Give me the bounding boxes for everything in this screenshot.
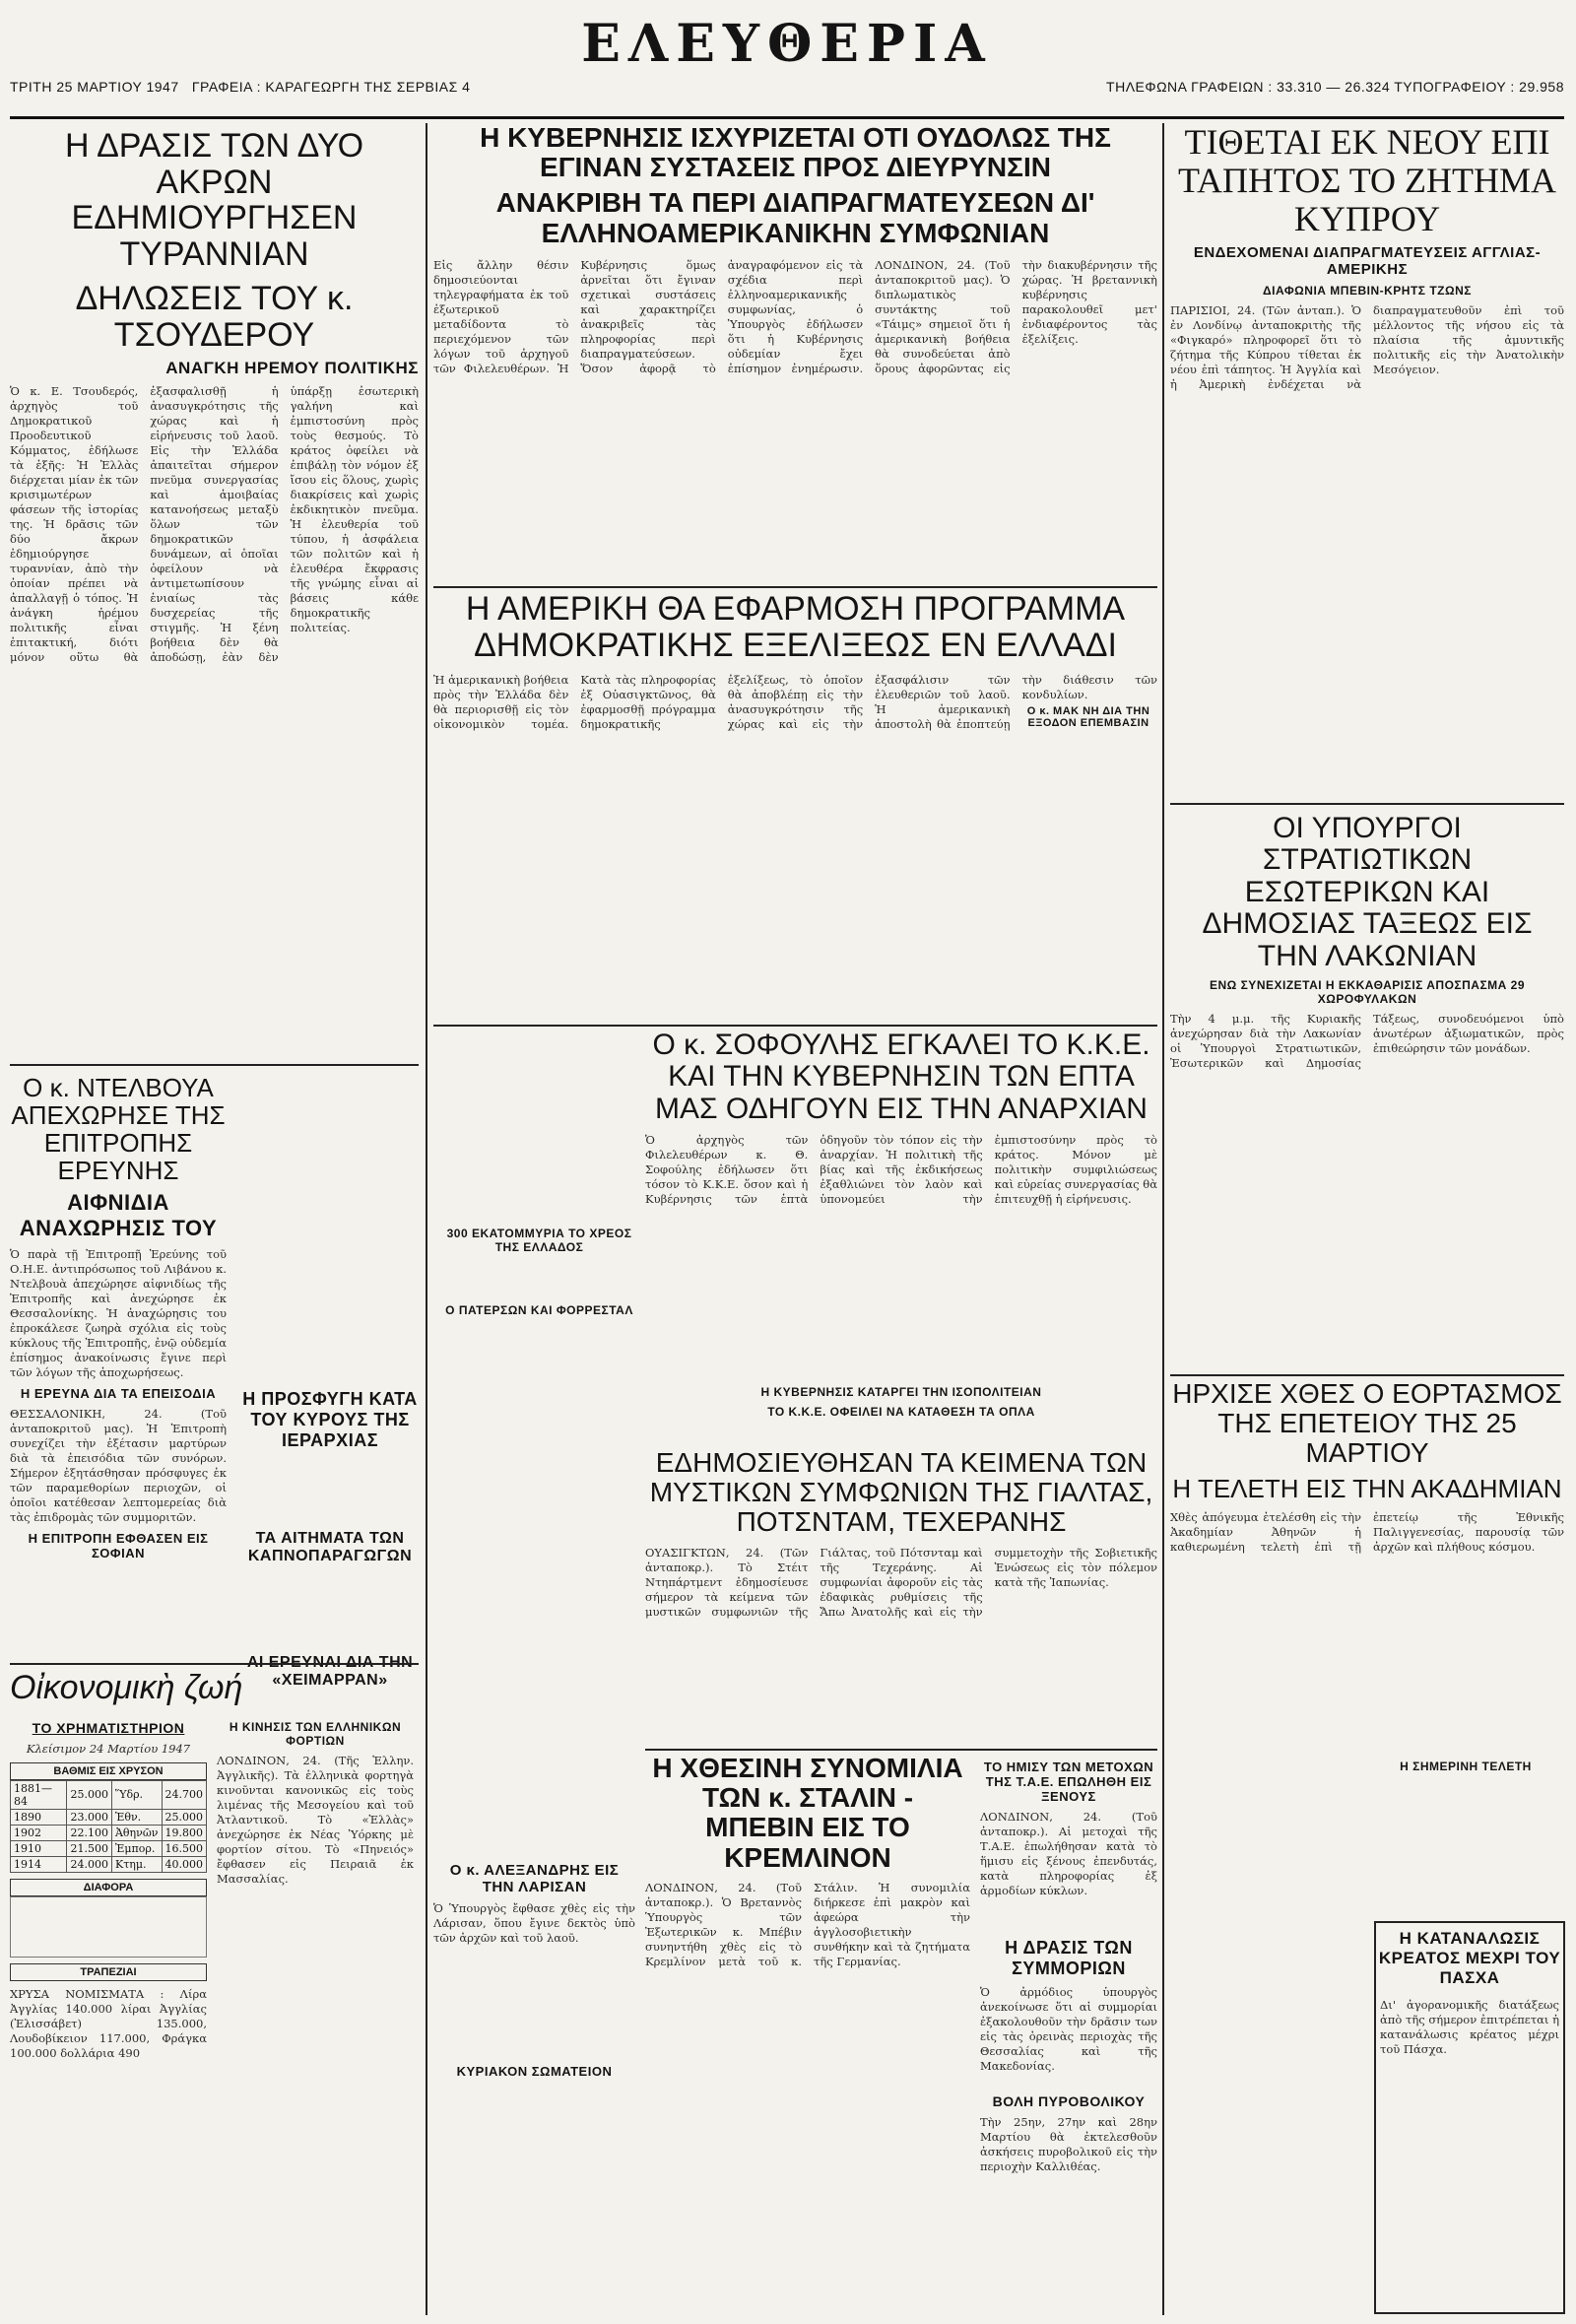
headline: Η ΑΜΕΡΙΚΗ ΘΑ ΕΦΑΡΜΟΣΗ ΠΡΟΓΡΑΜΜΑ ΔΗΜΟΚΡΑΤΙΚΗΣ ΕΞΕΛΙΞΕΩΣ ΕΝ ΕΛΛΑΔΙ [465,590,1126,664]
article-government [433,123,1157,512]
section-rule [1170,1374,1564,1376]
section-title: Οἰκονομικὴ ζωή [10,1669,243,1706]
article-yalta [645,1448,1157,1744]
table-cell: Ἀθηνῶν [111,1825,162,1840]
article-tsouderos [10,128,419,1059]
article-body: Ὁ Ὑπουργὸς ἔφθασε χθὲς εἰς τὴν Λάρισαν, ὅπου ἔγινε δεκτὸς ὑπὸ τῶν ἀρχῶν καὶ τοῦ λαοῦ. [433,1901,635,1945]
masthead [10,8,1564,119]
section-rule [433,586,1157,588]
column-rule [426,123,427,2315]
table-cell: 24.000 [67,1856,112,1872]
gold-coins: ΧΡΥΣΑ ΝΟΜΙΣΜΑΤΑ : Λίρα Ἀγγλίας 140.000 λίραι Ἀγγλίας (Ἐλισσάβετ) 135.000, Λουδοβίκειον 117.000, Φράγκα 100.000 δολλάρια 490 [10,1986,207,2060]
section-title-2: ΤΟ Κ.Κ.Ε. ΟΦΕΙΛΕΙ ΝΑ ΚΑΤΑΘΕΣΗ ΤΑ ΟΠΛΑ [767,1405,1035,1420]
section-rule [1170,803,1564,805]
shipping-body: ΛΟΝΔΙΝΟΝ, 24. (Τῆς Ἑλλην. Ἀγγλικῆς). Τὰ ἑλληνικὰ φορτηγὰ κινοῦνται κανονικῶς εἰς τοὺς λιμένας τῆς Μεσογείου καὶ τοῦ Ἀτλαντικοῦ. Τὸ «Ἑλλὰς» ἀνεχώρησε ἐκ Νέας Ὑόρκης μὲ φορτίον σίτου. Τὸ «Πηνειός» ἔφθασεν εἰς Πειραιᾶ ἐκ Μασσαλίας. [217,1753,414,1886]
side-title: Η ΠΡΟΣΦΥΓΗ ΚΑΤΑ ΤΟΥ ΚΥΡΟΥΣ ΤΗΣ ΙΕΡΑΡΧΙΑΣ [242,1389,418,1450]
table-cell: 1914 [11,1856,67,1872]
subheadline: ΑΝΑΓΚΗ ΗΡΕΜΟΥ ΠΟΛΙΤΙΚΗΣ [165,359,419,378]
subheadline: ΕΝΔΕΧΟΜΕΝΑΙ ΔΙΑΠΡΑΓΜΑΤΕΥΣΕΙΣ ΑΓΓΛΙΑΣ-ΑΜΕΡΙΚΗΣ [1193,243,1542,278]
headline: Ο κ. ΣΟΦΟΥΛΗΣ ΕΓΚΑΛΕΙ ΤΟ Κ.Κ.Ε. ΚΑΙ ΤΗΝ ΚΥΒΕΡΝΗΣΙΝ ΤΩΝ ΕΠΤΑ ΜΑΣ ΟΔΗΓΟΥΝ ΕΙΣ ΤΗΝ ΑΝΑΡΧΙΑΝ [652,1029,1150,1125]
table-row [11,1780,207,1809]
side-title-3: «ΧΕΙΜΑΡΡΑΝ» [272,1672,388,1689]
artillery-title: ΒΟΛΗ ΠΥΡΟΒΟΛΙΚΟΥ [992,2093,1146,2109]
table-title-3: ΤΡΑΠΕΖΙΑΙ [10,1963,207,1981]
table-cell: 40.000 [162,1856,207,1872]
article-body: Ὁ παρὰ τῇ Ἐπιτροπῇ Ἐρεύνης τοῦ Ο.Η.Ε. ἀντιπρόσωπος τοῦ Λιβάνου κ. Ντελβουὰ ἀπεχώρησε αἰφνιδίως τῆς Ἐπιτροπῆς καὶ ἀνεχώρησε ἐκ Θεσσαλονίκης. Ἡ ἀναχώρησις του ἐπροκάλεσε ζωηρὰ σχόλια εἰς τοὺς κύκλους τῆς Ἐπιτροπῆς, ἐνῷ οὐδεμία ἐπίσημος ἀνακοίνωσις ἔγινε περὶ τῶν λόγων τῆς ἀποχωρήσεως. [10,1247,227,1380]
article-body: ΠΑΡΙΣΙΟΙ, 24. (Τῶν ἀνταπ.). Ὁ ἐν Λονδίνῳ ἀνταποκριτὴς τῆς «Φιγκαρό» πληροφορεῖ ὅτι τὸ ζήτημα τῆς Κύπρου τίθεται ἐκ νέου ἐπὶ τάπητος. Ἡ Ἀγγλία καὶ ἡ Ἀμερικὴ ἐνδέχεται νὰ διαπραγματευθοῦν ἐπὶ τοῦ μέλλοντος τῆς νήσου εἰς τὰ πλαίσια τῆς ἀμυντικῆς πολιτικῆς εἰς τὴν Ἀνατολικὴν Μεσόγειον. [1170,302,1564,391]
date-line: ΤΡΙΤΗ 25 ΜΑΡΤΙΟΥ 1947 [10,79,179,95]
headline: Η ΔΡΑΣΙΣ ΤΩΝ ΔΥΟ ΑΚΡΩΝ ΕΔΗΜΙΟΥΡΓΗΣΕΝ ΤΥΡΑΝΝΙΑΝ [64,127,364,274]
table-title-2: ΔΙΑΦΟΡΑ [10,1879,207,1896]
right-mid-column [980,1754,1157,2315]
bands-title: Η ΔΡΑΣΙΣ ΤΩΝ ΣΥΜΜΟΡΙΩΝ [1005,1938,1133,1978]
table-row [11,1809,207,1825]
newspaper-title: ΕΛΕΥΘΕΡΙΑ [581,14,993,74]
table-cell: 1881—84 [11,1780,67,1809]
section-title-2: Η ΕΠΙΤΡΟΠΗ ΕΦΘΑΣΕΝ ΕΙΣ ΣΟΦΙΑΝ [28,1531,209,1561]
headline: Ο κ. ΝΤΕΛΒΟΥΑ ΑΠΕΧΩΡΗΣΕ ΤΗΣ ΕΠΙΤΡΟΠΗΣ ΕΡΕΥΝΗΣ [11,1073,226,1186]
table-cell: 1890 [11,1809,67,1825]
article-stalin-bevin [645,1754,970,2315]
section-title: 300 ΕΚΑΤΟΜΜΥΡΙΑ ΤΟ ΧΡΕΟΣ ΤΗΣ ΕΛΛΑΔΟΣ [446,1227,632,1254]
headline: ΤΙΘΕΤΑΙ ΕΚ ΝΕΟΥ ΕΠΙ ΤΑΠΗΤΟΣ ΤΟ ΖΗΤΗΜΑ ΚΥΠΡΟΥ [1177,122,1557,238]
section-title: Η ΚΥΒΕΡΝΗΣΙΣ ΚΑΤΑΡΓΕΙ ΤΗΝ ΙΣΟΠΟΛΙΤΕΙΑΝ [760,1385,1042,1400]
section-title: ΚΥΡΙΑΚΟΝ ΣΩΜΑΤΕΙΟΝ [456,2064,613,2079]
stock-exchange-title: ΤΟ ΧΡΗΜΑΤΙΣΤΗΡΙΟΝ [32,1719,185,1736]
headline: ΟΙ ΥΠΟΥΡΓΟΙ ΣΤΡΑΤΙΩΤΙΚΩΝ ΕΣΩΤΕΡΙΚΩΝ ΚΑΙ ΔΗΜΟΣΙΑΣ ΤΑΞΕΩΣ ΕΙΣ ΤΗΝ ΛΑΚΩΝΙΑΝ [1202,812,1533,972]
headline-2: Η ΤΕΛΕΤΗ ΕΙΣ ΤΗΝ ΑΚΑΔΗΜΙΑΝ [1172,1473,1562,1503]
table-cell: Ὕδρ. [111,1780,162,1809]
article-march25 [1170,1379,1564,1901]
article-america [433,591,1157,985]
table-row [11,1840,207,1856]
table-cell: 23.000 [67,1809,112,1825]
article-sofoulis [433,1029,1157,1443]
economic-section [10,1670,419,2310]
table-cell: Κτημ. [111,1856,162,1872]
table-cell: 1902 [11,1825,67,1840]
section-rule [10,1663,419,1665]
shipping-title: Η ΚΙΝΗΣΙΣ ΤΩΝ ΕΛΛΗΝΙΚΩΝ ΦΟΡΤΙΩΝ [229,1719,402,1748]
table-cell: 25.000 [67,1780,112,1809]
article-body: ΛΟΝΔΙΝΟΝ, 24. (Τοῦ ἀνταποκρ.). Ὁ Βρεταννὸς Ὑπουργὸς τῶν Ἐξωτερικῶν κ. Μπέβιν συνηντήθη χθὲς εἰς τὸ Κρεμλίνον μετὰ τοῦ κ. Στάλιν. Ἡ συνομιλία διήρκεσε ἐπὶ μακρὸν καὶ ἀφεώρα τὴν ἀγγλοσοβιετικὴν συνθήκην καὶ τὰ ζητήματα τῆς Γερμανίας. [645,1880,970,1968]
tae-body: ΛΟΝΔΙΝΟΝ, 24. (Τοῦ ἀνταποκρ.). Αἱ μετοχαὶ τῆς Τ.Α.Ε. ἐπωλήθησαν κατὰ τὸ ἥμισυ εἰς ξένους ἐπενδυτάς, κατὰ πληροφορίας ἐξ ἁρμοδίων κύκλων. [980,1810,1157,1897]
headline-2: ΔΗΛΩΣΕΙΣ ΤΟΥ κ. ΤΣΟΥΔΕΡΟΥ [75,279,354,354]
table-cell: 21.500 [67,1840,112,1856]
date-offices [10,79,470,95]
subheadline: ΑΙΦΝΙΔΙΑ ΑΝΑΧΩΡΗΣΙΣ ΤΟΥ [19,1190,218,1241]
subheadline-2: ΔΙΑΦΩΝΙΑ ΜΠΕΒΙΝ-ΚΡΗΤΣ ΤΖΩΝΣ [1263,283,1472,298]
article-body: Εἰς ἄλλην θέσιν δημοσιεύονται τηλεγραφήματα ἐκ τοῦ ἐξωτερικοῦ μεταδίδοντα τὸ περιεχόμενον τῶν λόγων τοῦ ἀρχηγοῦ τῶν Φιλελευθέρων. Ἡ Κυβέρνησις ὅμως ἀρνεῖται ὅτι ἔγιναν σχετικαὶ συστάσεις καὶ χαρακτηρίζει ἀνακριβεῖς τὰς πληροφορίας περὶ διαπραγματεύσεων. Ὅσον ἀφορᾷ τὸ ἀναγραφόμενον εἰς τὰ σχέδια περὶ ἐλληνοαμερικανικῆς συμφωνίας, ὁ Ὑπουργὸς ἐδήλωσεν ὅτι ἡ Κυβέρνησις οὐδεμίαν ἔχει ἐπίσημον ἐνημέρωσιν. ΛΟΝΔΙΝΟΝ, 24. (Τοῦ ἀνταποκριτοῦ μας). Ὁ διπλωματικὸς συντάκτης τοῦ «Τάιμς» σημειοῖ ὅτι ἡ ἀμερικανικὴ βοήθεια θὰ συνοδεύεται ἀπὸ ὅρους ἀφορῶντας εἰς τὴν διακυβέρνησιν τῆς χώρας. Ἡ βρεταννικὴ κυβέρνησις παρακολουθεῖ μετ' ἐνδιαφέροντος τὰς ἐξελίξεις. [433,257,1157,375]
column-rule [1162,123,1164,2315]
table-cell: 22.100 [67,1825,112,1840]
article-body: Ἡ ἀμερικανικὴ βοήθεια πρὸς τὴν Ἑλλάδα δὲν θὰ περιορισθῇ εἰς τὸν οἰκονομικὸν τομέα. Κατὰ τὰς πληροφορίας ἐξ Οὐασιγκτῶνος, θὰ ἐφαρμοσθῇ πρόγραμμα δημοκρατικῆς ἐξελίξεως, τὸ ὁποῖον θὰ ἀποβλέπῃ εἰς τὴν ἀνασυγκρότησιν τῆς χώρας καὶ εἰς τὴν ἐξασφάλισιν τῶν ἐλευθεριῶν τοῦ λαοῦ. Ἡ ἀμερικανικὴ ἀποστολὴ θὰ ἐποπτεύῃ τὴν διάθεσιν τῶν κονδυλίων. [433,673,1157,732]
section-rule [10,1064,419,1066]
table-row [11,1856,207,1872]
table-cell: Ἐμπορ. [111,1840,162,1856]
box-title: Η ΚΑΤΑΝΑΛΩΣΙΣ ΚΡΕΑΤΟΣ ΜΕΧΡΙ ΤΟΥ ΠΑΣΧΑ [1378,1929,1561,1987]
article-body: Χθὲς ἀπόγευμα ἐτελέσθη εἰς τὴν Ἀκαδημίαν Ἀθηνῶν ἡ καθιερωμένη τελετὴ ἐπὶ τῇ ἐπετείῳ τῆς Ἐθνικῆς Παλιγγενεσίας, παρουσίᾳ τῶν ἀρχῶν καὶ πλήθους κόσμου. [1170,1509,1564,1554]
article-body: Τὴν 4 μ.μ. τῆς Κυριακῆς ἀνεχώρησαν διὰ τὴν Λακωνίαν οἱ Ὑπουργοὶ Στρατιωτικῶν, Ἐσωτερικῶν καὶ Δημοσίας Τάξεως, συνοδευόμενοι ὑπὸ ἀνωτέρων ἀξιωματικῶν, πρὸς ἐπιθεώρησιν τῶν μονάδων. [1170,1011,1564,1070]
artillery-body: Τὴν 25ην, 27ην καὶ 28ην Μαρτίου θὰ ἐκτελεσθοῦν ἀσκήσεις πυροβολικοῦ εἰς τὴν περιοχὴν Καλλιθέας. [980,2115,1157,2173]
table-cell: 19.800 [162,1825,207,1840]
phones-line: ΤΗΛΕΦΩΝΑ ΓΡΑΦΕΙΩΝ : 33.310 — 26.324 ΤΥΠΟΓΡΑΦΕΙΟΥ : 29.958 [1106,79,1564,95]
headline: ΕΔΗΜΟΣΙΕΥΘΗΣΑΝ ΤΑ ΚΕΙΜΕΝΑ ΤΩΝ ΜΥΣΤΙΚΩΝ ΣΥΜΦΩΝΙΩΝ ΤΗΣ ΓΙΑΛΤΑΣ, ΠΟΤΣΝΤΑΜ, ΤΕΧΕΡΑΝΗΣ [649,1447,1153,1538]
article-body: Ὁ κ. Ε. Τσουδερός, ἀρχηγὸς τοῦ Δημοκρατικοῦ Προοδευτικοῦ Κόμματος, ἐδήλωσε τὰ ἑξῆς: Ἡ Ἑλλὰς διέρχεται μίαν ἐκ τῶν κρισιμωτέρων φάσεων τῆς ἱστορίας της. Ἡ δρᾶσις τῶν δύο ἄκρων ἐδημιούργησε τυραννίαν, ἀπὸ τὴν ὁποίαν πρέπει νὰ ἀπαλλαγῇ ὁ τόπος. Ἡ ἀνάγκη ἠρέμου πολιτικῆς εἶναι ἐπιτακτική, διότι μόνον οὕτω θὰ ἐξασφαλισθῇ ἡ ἀνασυγκρότησις τῆς χώρας καὶ ἡ εἰρήνευσις τοῦ λαοῦ. Εἰς τὴν Ἑλλάδα ἀπαιτεῖται σήμερον πνεῦμα συνεργασίας καὶ ἀμοιβαίας κατανοήσεως μεταξὺ ὅλων τῶν δημοκρατικῶν δυνάμεων, αἱ ὁποῖαι ὀφείλουν νὰ ἀντιμετωπίσουν ἑνιαίως τὰς δυσχερείας τῆς στιγμῆς. Ἡ ξένη βοήθεια δὲν θὰ ἀποδώσῃ, ἐὰν δὲν ὑπάρξῃ ἐσωτερικὴ γαλήνη καὶ ἐμπιστοσύνη πρὸς τοὺς θεσμούς. Τὸ κράτος ὀφείλει νὰ ἐπιβάλῃ τὸν νόμον ἐξ ἴσου εἰς ὅλους, χωρὶς διακρίσεις καὶ χωρὶς ἐκδικητικὸν πνεῦμα. Ἡ ἐλευθερία τοῦ τύπου, ἡ ἀσφάλεια τῶν πολιτῶν καὶ ἡ ἐλευθέρα ἔκφρασις τῆς γνώμης εἶναι αἱ βάσεις κάθε δημοκρατικῆς πολιτείας. [10,384,419,665]
table-cell: 25.000 [162,1809,207,1825]
table-cell: 16.500 [162,1840,207,1856]
headline: Η ΚΥΒΕΡΝΗΣΙΣ ΙΣΧΥΡΙΖΕΤΑΙ ΟΤΙ ΟΥΔΟΛΩΣ ΤΗΣ ΕΓΙΝΑΝ ΣΥΣΤΑΣΕΙΣ ΠΡΟΣ ΔΙΕΥΡΥΝΣΙΝ [480,122,1111,183]
table-cell: Ἐθν. [111,1809,162,1825]
table-cell: 1910 [11,1840,67,1856]
article-cyprus [1170,123,1564,813]
section-title: Η ΣΗΜΕΡΙΝΗ ΤΕΛΕΤΗ [1400,1760,1532,1773]
side-title-2: ΤΑ ΑΙΤΗΜΑΤΑ ΤΩΝ ΚΑΠΝΟΠΑΡΑΓΩΓΩΝ [247,1530,413,1564]
box-body: Δι' ἀγορανομικῆς διατάξεως ἀπὸ τῆς σήμερον ἐπιτρέπεται ἡ κατανάλωσις κρέατος μέχρι τοῦ Πάσχα. [1380,1998,1559,2056]
headline: Ο κ. ΑΛΕΞΑΝΔΡΗΣ ΕΙΣ ΤΗΝ ΛΑΡΙΣΑΝ [449,1862,620,1895]
table-title: ΒΑΘΜΙΣ ΕΙΣ ΧΡΥΣΟΝ [10,1762,207,1780]
meat-box [1374,1921,1565,2314]
section-rule [645,1749,1157,1751]
section-title-2: Ο ΠΑΤΕΡΣΩΝ ΚΑΙ ΦΟΡΡΕΣΤΑΛ [445,1303,633,1317]
table-row [11,1825,207,1840]
article-body: Ὁ ἀρχηγὸς τῶν Φιλελευθέρων κ. Θ. Σοφούλης ἐδήλωσεν ὅτι τόσον τὸ Κ.Κ.Ε. ὅσον καὶ ἡ Κυβέρνησις τῶν ἑπτὰ ὁδηγοῦν τὸν τόπον εἰς τὴν ἀναρχίαν. Ἡ πολιτικὴ τῆς βίας καὶ τῆς ἐκδικήσεως ἐξαθλιώνει τὸν λαὸν καὶ ὑπονομεύει τὴν ἐμπιστοσύνην πρὸς τὸ κράτος. Μόνον μὲ πολιτικὴν συμφιλιώσεως καὶ εὐρείας συνεργασίας θὰ ἐπιτευχθῇ ἡ εἰρήνευσις. [645,1133,1157,1207]
section-title: Η ΕΡΕΥΝΑ ΔΙΑ ΤΑ ΕΠΕΙΣΟΔΙΑ [20,1386,217,1402]
section-title: Ο κ. ΜΑΚ ΝΗ ΔΙΑ ΤΗΝ ΕΞΟΔΟΝ ΕΠΕΜΒΑΣΙΝ [1026,705,1150,729]
article-body: ΟΥΑΣΙΓΚΤΩΝ, 24. (Τῶν ἀνταποκρ.). Τὸ Στέιτ Ντηπάρτμεντ ἐδημοσίευσε σήμερον τὰ κείμενα τῶν μυστικῶν συμφωνιῶν τῆς Γιάλτας, τοῦ Πότσνταμ καὶ τῆς Τεχεράνης. Αἱ συμφωνίαι ἀφοροῦν εἰς τὰς ἐδαφικὰς ρυθμίσεις τῆς Ἄπω Ἀνατολῆς καὶ εἰς τὴν συμμετοχὴν τῆς Σοβιετικῆς Ἑνώσεως εἰς τὸν πόλεμον κατὰ τῆς Ἰαπωνίας. [645,1545,1157,1619]
offices-line: ΓΡΑΦΕΙΑ : ΚΑΡΑΓΕΩΡΓΗ ΤΗΣ ΣΕΡΒΙΑΣ 4 [191,79,471,95]
headline-2: ΑΝΑΚΡΙΒΗ ΤΑ ΠΕΡΙ ΔΙΑΠΡΑΓΜΑΤΕΥΣΕΩΝ ΔΙ' ΕΛΛΗΝΟΑΜΕΡΙΚΑΝΙΚΗΝ ΣΥΜΦΩΝΙΑΝ [495,187,1095,248]
bands-body: Ὁ ἀρμόδιος ὑπουργὸς ἀνεκοίνωσε ὅτι αἱ συμμορίαι ἐξακολουθοῦν τὴν δρᾶσιν των εἰς τὰς ὀρεινὰς περιοχὰς τῆς Θεσσαλίας καὶ τῆς Μακεδονίας. [980,1985,1157,2073]
table-cell: 24.700 [162,1780,207,1809]
headline: Η ΧΘΕΣΙΝΗ ΣΥΝΟΜΙΛΙΑ ΤΩΝ κ. ΣΤΑΛΙΝ - ΜΠΕΒΙΝ ΕΙΣ ΤΟ ΚΡΕΜΛΙΝΟΝ [652,1753,963,1873]
article-body-2: ΘΕΣΣΑΛΟΝΙΚΗ, 24. (Τοῦ ἀνταποκριτοῦ μας). Ἡ Ἐπιτροπὴ συνεχίζει τὴν ἐξέτασιν μαρτύρων διὰ τὰ ἐπεισόδια τῶν συνόρων. Σήμερον ἐξητάσθησαν πρόσφυγες ἐκ τῶν παραμεθορίων περιοχῶν, οἱ ὁποῖοι κατέθεσαν λεπτομερείας διὰ τὰς ἐπιδρομὰς τῶν συμμοριτῶν. [10,1407,227,1525]
tae-title: ΤΟ ΗΜΙΣΥ ΤΩΝ ΜΕΤΟΧΩΝ ΤΗΣ Τ.Α.Ε. ΕΠΩΛΗΘΗ ΕΙΣ ΞΕΝΟΥΣ [983,1760,1154,1804]
section-rule [433,1025,1157,1027]
headline: ΗΡΧΙΣΕ ΧΘΕΣ Ο ΕΟΡΤΑΣΜΟΣ ΤΗΣ ΕΠΕΤΕΙΟΥ ΤΗΣ 25 ΜΑΡΤΙΟΥ [1172,1378,1562,1469]
article-ministers-lakonia [1170,813,1564,1364]
subheadline: ΕΝΩ ΣΥΝΕΧΙΖΕΤΑΙ Η ΕΚΚΑΘΑΡΙΣΙΣ ΑΠΟΣΠΑΣΜΑ 29 ΧΩΡΟΦΥΛΑΚΩΝ [1209,977,1525,1006]
stock-exchange-date: Κλείσιμον 24 Μαρτίου 1947 [26,1741,191,1756]
article-alexandris [433,1744,635,2310]
gold-table [10,1780,207,1873]
